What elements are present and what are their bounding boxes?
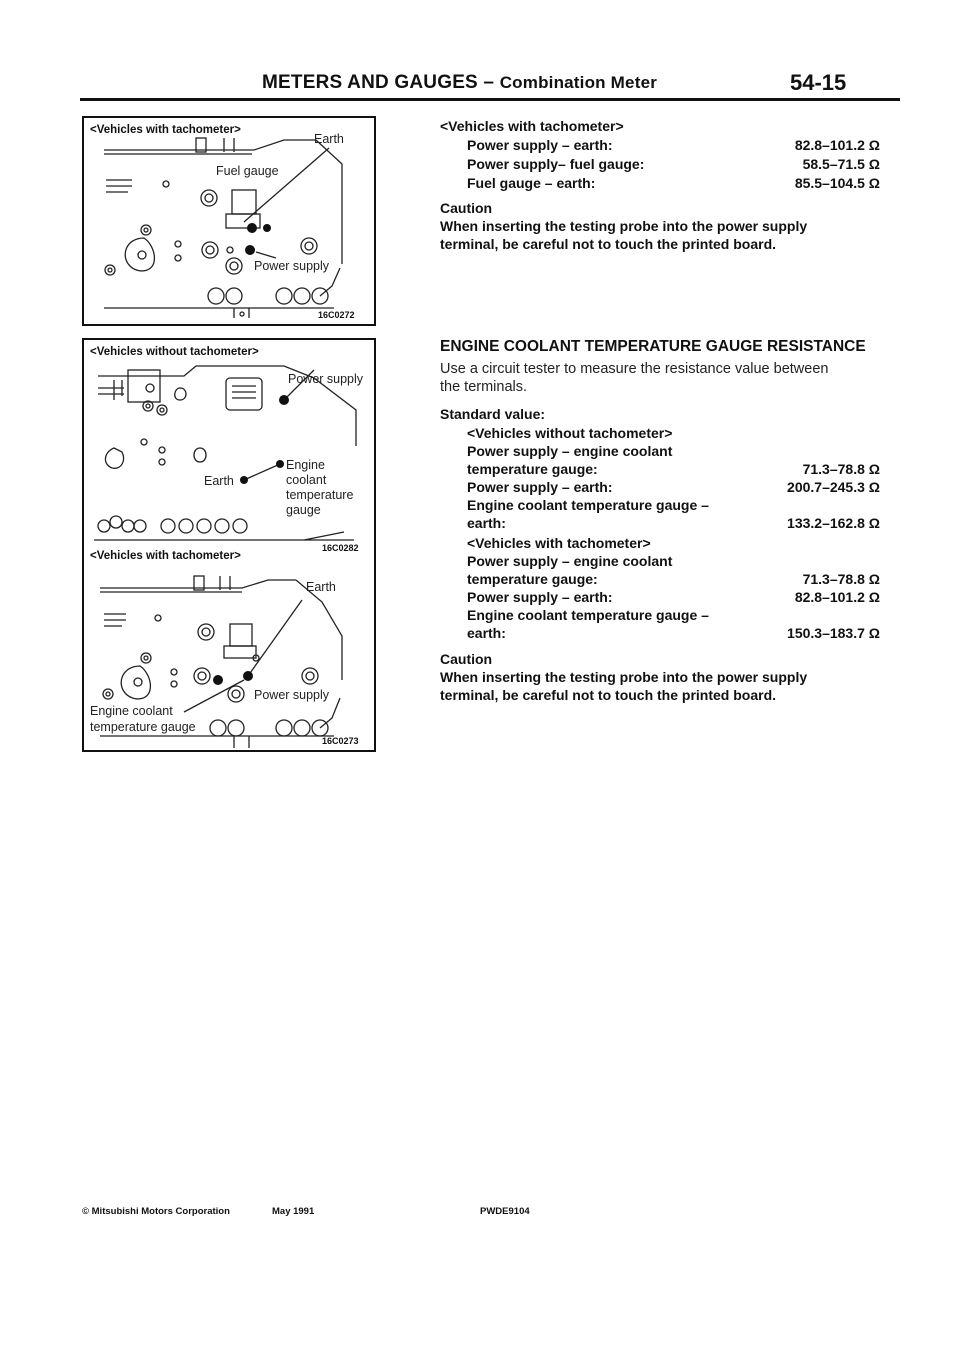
power-supply-label: Power supply <box>254 688 330 702</box>
resistance-value: 82.8–101.2 Ω <box>794 589 880 605</box>
circuit-board-diagram <box>84 118 374 324</box>
caution-text: terminal, be careful not to touch the printed board. <box>440 687 777 703</box>
figure1-heading: <Vehicles with tachometer> <box>90 124 241 136</box>
power-supply-label: Power supply <box>254 259 330 273</box>
resistance-label: Power supply – engine coolant <box>467 553 673 569</box>
page-title <box>262 72 657 94</box>
resistance-value: 71.3–78.8 Ω <box>802 571 880 587</box>
resistance-value: 150.3–183.7 Ω <box>787 625 880 641</box>
resistance-value: 200.7–245.3 Ω <box>787 479 880 495</box>
intro-text: the terminals. <box>440 379 528 395</box>
footer-copyright: © Mitsubishi Motors Corporation <box>82 1206 230 1217</box>
standard-value-label: Standard value: <box>440 406 546 422</box>
caution-text: terminal, be careful not to touch the printed board. <box>440 236 777 252</box>
caution-title: Caution <box>440 200 493 216</box>
section-title: METERS AND GAUGES <box>262 72 478 93</box>
resistance-value: 82.8–101.2 Ω <box>794 137 880 153</box>
page-number: 54-15 <box>790 70 847 95</box>
title-dash: – <box>483 72 495 93</box>
header-rule <box>80 98 900 101</box>
footer-code: PWDE9104 <box>480 1206 530 1217</box>
resistance-label: Engine coolant temperature gauge – <box>467 607 709 623</box>
footer-date: May 1991 <box>272 1206 315 1217</box>
resistance-value: 71.3–78.8 Ω <box>802 461 880 477</box>
engine-coolant-label: Engine coolant <box>90 704 173 718</box>
coolant-section-title: ENGINE COOLANT TEMPERATURE GAUGE RESISTANCE <box>440 338 866 355</box>
resistance-value: 85.5–104.5 Ω <box>794 175 880 191</box>
resistance-value: 133.2–162.8 Ω <box>787 515 880 531</box>
figure-fuel-gauge-terminals <box>82 116 376 326</box>
figure-code: 16C0282 <box>322 543 359 553</box>
resistance-label: temperature gauge: <box>467 571 598 587</box>
figure-code: 16C0273 <box>322 736 359 746</box>
resistance-label: earth: <box>467 625 506 641</box>
earth-label: Earth <box>204 474 234 488</box>
earth-label: Earth <box>314 132 344 146</box>
resistance-label: Power supply – earth: <box>467 589 613 605</box>
figure2-heading-without: <Vehicles without tachometer> <box>90 346 259 358</box>
resistance-label: Power supply – engine coolant <box>467 443 673 459</box>
resistance-label: temperature gauge: <box>467 461 598 477</box>
engine-label: Engine <box>286 458 325 472</box>
resistance-label: Power supply – earth: <box>467 137 613 153</box>
earth-label: Earth <box>306 580 336 594</box>
resistance-label: Power supply – earth: <box>467 479 613 495</box>
resistance-label: Engine coolant temperature gauge – <box>467 497 709 513</box>
figure-code: 16C0272 <box>318 310 355 320</box>
intro-text: Use a circuit tester to measure the resistance value between <box>440 361 829 377</box>
power-supply-label: Power supply <box>288 372 364 386</box>
resistance-value: 58.5–71.5 Ω <box>802 156 880 172</box>
coolant-label: coolant <box>286 473 327 487</box>
resistance-label: Fuel gauge – earth: <box>467 175 596 191</box>
fuel-gauge-label: Fuel gauge <box>216 164 279 178</box>
with-tachometer-heading: <Vehicles with tachometer> <box>467 535 651 551</box>
section-subtitle: Combination Meter <box>499 73 658 92</box>
figure-coolant-gauge-terminals <box>82 338 376 752</box>
caution-title: Caution <box>440 651 493 667</box>
resistance-label: Power supply– fuel gauge: <box>467 156 645 172</box>
fuel-resistance-heading: <Vehicles with tachometer> <box>440 118 624 134</box>
caution-text: When inserting the testing probe into the power supply <box>440 218 808 234</box>
figure2-heading-with: <Vehicles with tachometer> <box>90 550 241 562</box>
temperature-label: temperature <box>286 488 354 502</box>
without-tachometer-heading: <Vehicles without tachometer> <box>467 425 673 441</box>
caution-text: When inserting the testing probe into the power supply <box>440 669 808 685</box>
temperature-gauge-label: temperature gauge <box>90 720 196 734</box>
gauge-label: gauge <box>286 503 321 517</box>
resistance-label: earth: <box>467 515 506 531</box>
